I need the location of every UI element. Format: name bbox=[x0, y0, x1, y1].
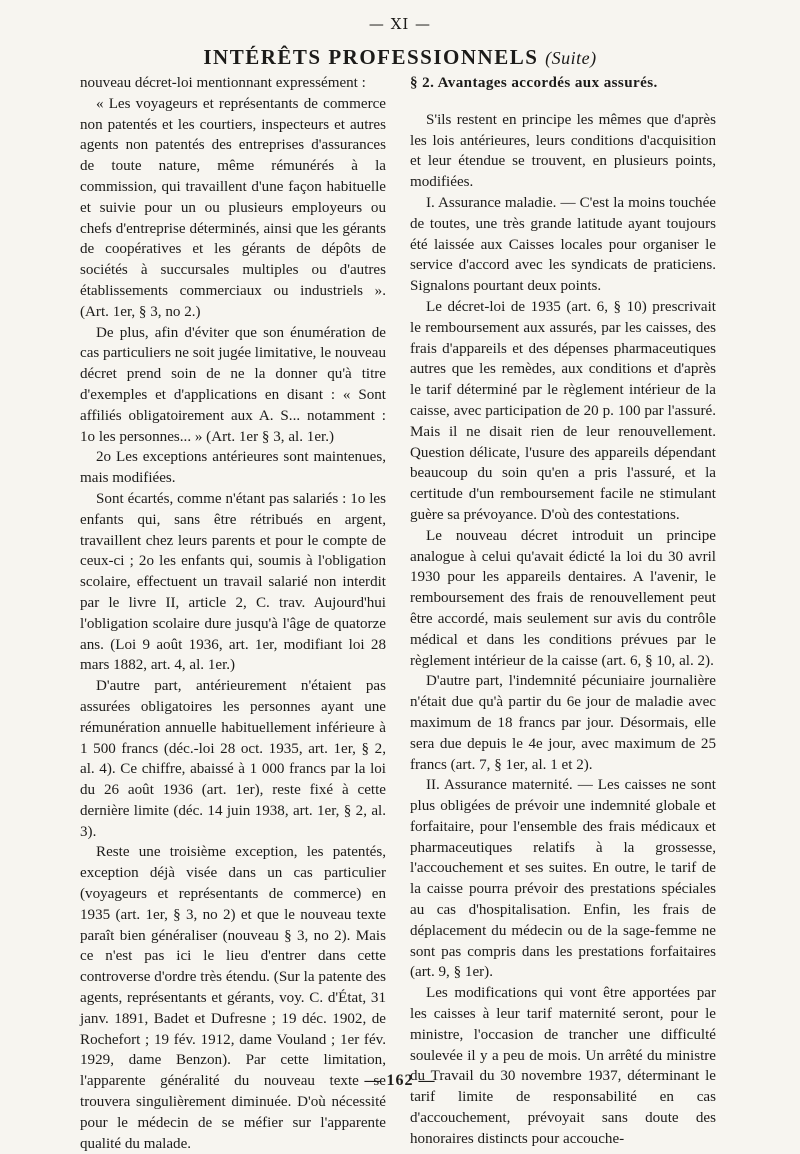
paragraph: D'autre part, l'indemnité pécuniaire journalière n'était due qu'à partir du 6e jour de maladie avec maximum de 18 francs par jour. Désormais, elle sera due depuis le 4e jour, avec maximum de 25 francs (art. 7, § 1er, al. 1 et 2). bbox=[410, 673, 716, 773]
right-column bbox=[410, 73, 716, 1150]
paragraph: Reste une troisième exception, les patentés, exception déjà visée dans un cas particulier (voyageurs et représentants de commerce) en 1935 (art. 1er, § 3, no 2) et que le nouveau texte paraît bien généraliser (nouveau § 3, no 2). Mais ce n'est pas ici le lieu d'entrer dans cette controverse d'ordre très étendu. (Sur la patente des agents, représentants et gérants, voy. C. d'État, 31 janv. 1891, Badet et Dufresne ; 19 déc. 1902, de Rochefort ; 19 fév. 1912, dame Vouland ; 1er fév. 1929, dame Benzon). Par cette limitation, l'apparente généralité du nouveau texte se trouvera singulièrement diminuée. D'où nécessité pour le médecin de se méfier sur l'apparente qualité du malade. bbox=[80, 844, 386, 1152]
paragraph: 2o Les exceptions antérieures sont maintenues, mais modifiées. bbox=[80, 449, 386, 487]
page-number-roman: — XI — bbox=[368, 15, 432, 33]
paragraph: D'autre part, antérieurement n'étaient pas assurées obligatoires les personnes ayant une rémunération annuelle habituellement inférieure à 1 500 francs (déc.-loi 28 oct. 1935, art. 1er, § 2, al. 4). Ce chiffre, abaissé à 1 000 francs par la loi du 26 août 1936 (art. 1er), reste fixé à cette dernière limite (déc. 14 juin 1938, art. 1er, § 2, al. 3). bbox=[80, 678, 386, 840]
paragraph: De plus, afin d'éviter que son énumération de cas particuliers ne soit jugée limitative, le nouveau décret prend soin de ne la donner qu'à titre d'exemples et d'applications en disant : « Sont affiliés obligatoirement aux A. S... notamment : 1o les personnes... » (Art. 1er § 3, al. 1er.) bbox=[80, 324, 386, 445]
title-suite: (Suite) bbox=[545, 48, 597, 68]
paragraph: Les modifications qui vont être apportées par les caisses à leur tarif maternité seront, pour le ministre, l'occasion de trancher une difficulté soulevée il y a peu de mois. Un arrêté du ministre du Travail du 30 novembre 1937, déterminant le tarif limite de responsabilité en cas d'accouchement, prévoyait sans doute des honoraires distincts pour accouche- bbox=[410, 985, 716, 1147]
paragraph: S'ils restent en principe les mêmes que d'après les lois antérieures, leurs conditions d'acquisition et leur étendue se trouvent, en plusieurs points, modifiées. bbox=[410, 111, 716, 191]
left-column bbox=[80, 73, 386, 1154]
running-title bbox=[0, 45, 800, 70]
section-heading: § 2. Avantages accordés aux assurés. bbox=[410, 75, 658, 91]
paragraph: I. Assurance maladie. — C'est la moins touchée de toutes, une très grande latitude ayant toujours été laissée aux Caisses locales pour organiser le service d'accord avec les syndicats de praticiens. Signalons pourtant deux points. bbox=[410, 194, 716, 295]
paragraph: Sont écartés, comme n'étant pas salariés : 1o les enfants qui, sans être rétribués en argent, travaillent chez leurs parents et pour le compte de ceux-ci ; 2o les enfants qui, soumis à l'obligation scolaire, effectuent un travail salarié non interdit par le livre II, article 2, C. trav. Aujourd'hui l'obligation scolaire dure jusqu'à l'âge de quatorze ans. (Loi 9 août 1936, art. 1er, modifiant loi 28 mars 1882, art. 4, al. 1er.) bbox=[80, 490, 386, 674]
paragraph: II. Assurance maternité. — Les caisses ne sont plus obligées de prévoir une indemnité globale et forfaitaire, pour l'ensemble des frais médicaux et pharmaceutiques relatifs à la grossesse, l'accouchement et ses suites. En outre, le tarif de la caisse pourra prévoir des prestations spéciales au cas d'hospitalisation. Enfin, les frais de déplacement du médecin ou de la sage-femme ne sont pas compris dans les prestations forfaitaires (art. 9, § 1er). bbox=[410, 777, 716, 981]
paragraph: Le décret-loi de 1935 (art. 6, § 10) prescrivait le remboursement aux assurés, par les caisses, des frais d'appareils et des dépenses pharmaceutiques autres que les remèdes, aux conditions et d'après le tarif déterminé par le règlement intérieur de la caisse, avec participation de 20 p. 100 par l'assuré. Mais il ne disait rien de leur renouvellement. Question délicate, l'usure des appareils dépendant beaucoup du soin qu'en a pris l'assuré, et la certitude d'un remboursement facile ne stimulant guère sa prévoyance. D'où des contestations. bbox=[410, 298, 716, 523]
paragraph: nouveau décret-loi mentionnant expressément : bbox=[80, 75, 366, 91]
paragraph: « Les voyageurs et représentants de commerce non patentés et les courtiers, inspecteurs et autres agents non patentés des entreprises d'assurances de toute nature, même rémunérés à la commission, qui travaillent d'une façon habituelle et suivie pour un ou plusieurs employeurs ou chefs d'entreprise déterminés, ainsi que les gérants de coopératives et les gérants de dépôts de sociétés à succursales multiples ou d'autres établissements commerciaux ou industriels ». (Art. 1er, § 3, no 2.) bbox=[80, 95, 386, 320]
title-text: INTÉRÊTS PROFESSIONNELS bbox=[203, 45, 539, 69]
page-number: — 162 — bbox=[364, 1072, 436, 1089]
paragraph: Le nouveau décret introduit un principe analogue à celui qu'avait édicté la loi du 30 avril 1930 pour les appareils dentaires. A l'avenir, le remboursement des frais de renouvellement peut être accordé, mais seulement sur avis du contrôle médical et dans les conditions prévues par le règlement intérieur de la caisse (art. 6, § 10, al. 2). bbox=[410, 527, 716, 669]
